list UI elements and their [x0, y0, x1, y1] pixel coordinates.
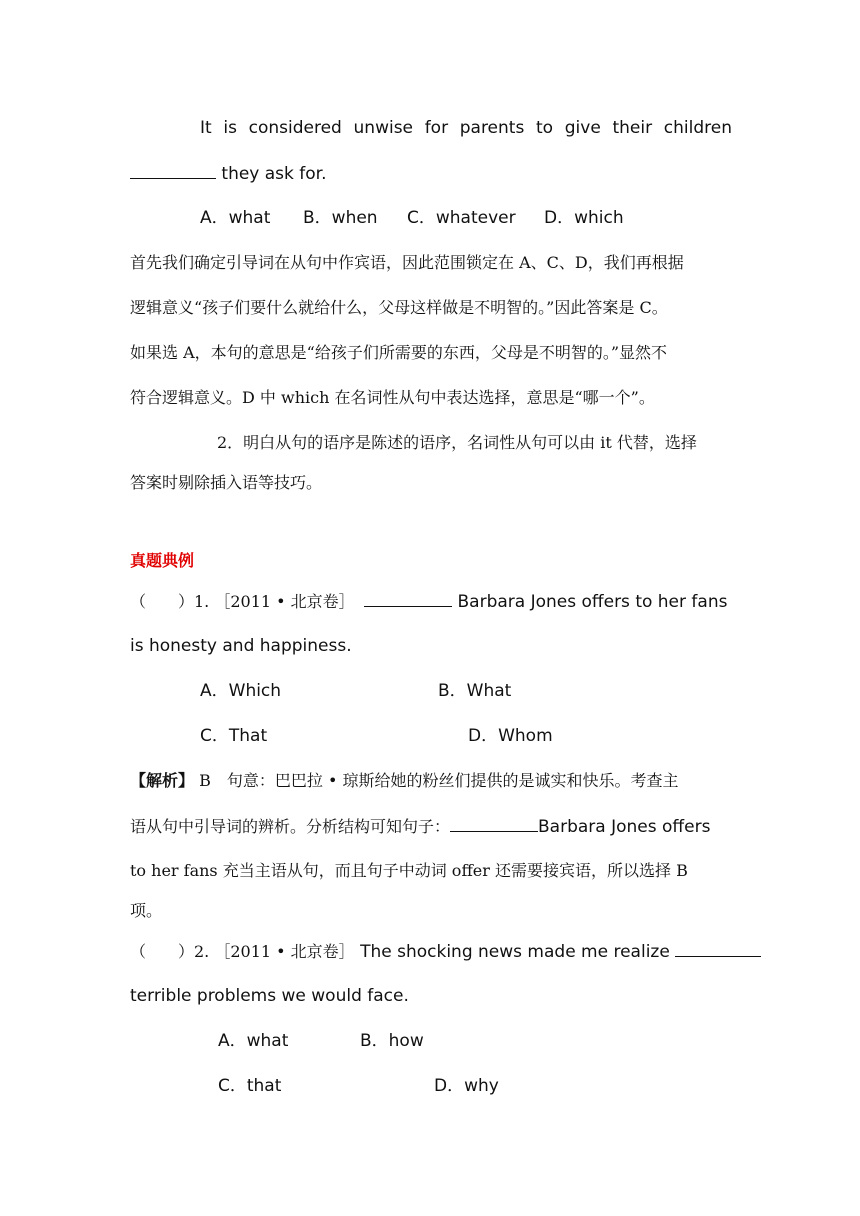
- tip-line2: 答案时剔除插入语等技巧。: [130, 473, 323, 492]
- analysis1-line4: 项。: [130, 901, 163, 920]
- q1-text: Barbara Jones offers to her fans: [452, 592, 728, 612]
- q2-number: （ ）2. ［2011 • 北京卷］: [130, 942, 355, 961]
- answer-blank: [450, 815, 538, 832]
- analysis0-line3: 如果选 A，本句的意思是“给孩子们所需要的东西，父母是不明智的。”显然不: [130, 343, 668, 362]
- q0-option-b: B．when: [303, 208, 378, 228]
- answer-blank: [364, 590, 452, 607]
- q1-option-d: D．Whom: [468, 726, 553, 746]
- analysis0-line2: 逻辑意义“孩子们要什么就给什么，父母这样做是不明智的。”因此答案是 C。: [130, 298, 668, 317]
- word: to: [536, 118, 554, 138]
- q1-number: （ ）1. ［2011 • 北京卷］: [130, 592, 355, 611]
- q0-line2: [130, 162, 732, 185]
- q0-option-d: D．which: [544, 208, 624, 228]
- word: is: [223, 118, 237, 138]
- q2-line1: [130, 940, 732, 963]
- q2-line2: terrible problems we would face.: [130, 986, 409, 1006]
- q1-option-a: A．Which: [200, 681, 282, 701]
- word: their: [612, 118, 653, 138]
- q0-option-c: C．whatever: [407, 208, 516, 228]
- q1-option-b: B．What: [438, 681, 512, 701]
- q1-line1: [130, 590, 732, 613]
- answer-blank: [675, 940, 761, 957]
- word: parents: [459, 118, 525, 138]
- analysis1-line1-text: B 句意：巴巴拉 • 琼斯给她的粉丝们提供的是诚实和快乐。考查主: [199, 771, 679, 790]
- word: It: [200, 118, 212, 138]
- analysis1-line3: to her fans 充当主语从句，而且句子中动词 offer 还需要接宾语，所以选择 B: [130, 861, 688, 880]
- analysis1-line2-rest: Barbara Jones offers: [538, 817, 711, 837]
- word: considered: [248, 118, 342, 138]
- word: give: [564, 118, 601, 138]
- word: unwise: [353, 118, 414, 138]
- q2-option-d: D．why: [434, 1076, 499, 1096]
- tip-line1: 2．明白从句的语序是陈述的语序，名词性从句可以由 it 代替，选择: [217, 433, 697, 452]
- word: for: [424, 118, 449, 138]
- q0-line2-text: they ask for.: [216, 164, 327, 184]
- section-heading: 真题典例: [130, 551, 195, 570]
- q1-option-c: C．That: [200, 726, 268, 746]
- q0-line1: [200, 117, 732, 139]
- analysis1-line2-text: 语从句中引导词的辨析。分析结构可知句子：: [130, 817, 451, 836]
- q2-option-a: A．what: [218, 1031, 289, 1051]
- q1-line2: is honesty and happiness.: [130, 636, 352, 656]
- analysis-label: 【解析】: [130, 771, 195, 790]
- word: children: [663, 118, 732, 138]
- analysis0-line4: 符合逻辑意义。D 中 which 在名词性从句中表达选择，意思是“哪一个”。: [130, 388, 655, 407]
- analysis1-line1: [130, 770, 732, 792]
- analysis0-line1: 首先我们确定引导词在从句中作宾语，因此范围锁定在 A、C、D，我们再根据: [130, 253, 684, 272]
- answer-blank: [130, 162, 216, 179]
- q0-option-a: A．what: [200, 208, 271, 228]
- q2-option-b: B．how: [360, 1031, 424, 1051]
- q2-text: The shocking news made me realize: [354, 942, 676, 962]
- analysis1-line2: [130, 815, 732, 838]
- q2-option-c: C．that: [218, 1076, 282, 1096]
